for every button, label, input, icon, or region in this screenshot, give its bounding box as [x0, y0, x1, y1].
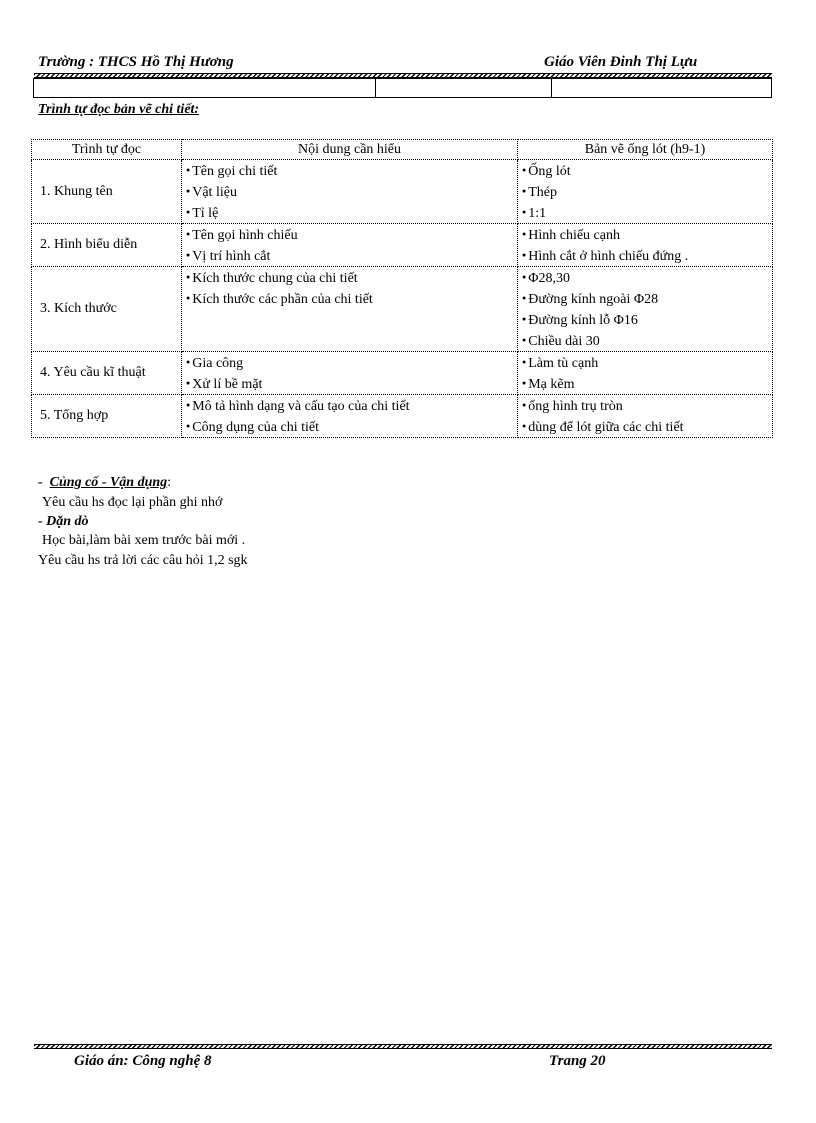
- drawing-item: ● Mạ kẽm: [522, 373, 768, 394]
- table-row: [32, 224, 773, 267]
- consolidation-title: Củng cố - Vận dụng: [49, 475, 168, 490]
- drawing-cell: [518, 224, 773, 267]
- content-cell: [182, 395, 518, 438]
- column-header-drawing: Bản vẽ ống lót (h9-1): [518, 140, 773, 160]
- homework-line: Yêu cầu hs trả lời các câu hỏi 1,2 sgk: [38, 553, 248, 568]
- drawing-cell: [518, 352, 773, 395]
- content-item: ● Kích thước chung của chi tiết: [186, 267, 513, 288]
- content-item: ● Kích thước các phần của chi tiết: [186, 288, 513, 309]
- content-item: ● Vật liệu: [186, 181, 513, 202]
- step-cell: 2. Hình biểu diễn: [32, 224, 182, 267]
- drawing-cell: [518, 267, 773, 352]
- column-header-content: Nội dung cần hiểu: [182, 140, 518, 160]
- content-cell: [182, 352, 518, 395]
- drawing-item: ● Đường kính ngoài Φ28: [522, 288, 768, 309]
- drawing-item: ● dùng để lót giữa các chi tiết: [522, 416, 768, 437]
- consolidation-heading: [38, 475, 171, 491]
- table-row: [32, 160, 773, 224]
- lesson-plan-label: Giáo án: Công nghệ 8: [74, 1053, 212, 1069]
- drawing-item: ● Chiều dài 30: [522, 330, 768, 351]
- section-title: Trình tự đọc bản vẽ chi tiết:: [38, 102, 200, 117]
- header-empty-table: [33, 78, 772, 98]
- header-empty-cell: [552, 79, 771, 97]
- homework-title: - Dặn dò: [38, 514, 89, 529]
- column-header-step: Trình tự đọc: [32, 140, 182, 160]
- content-cell: [182, 160, 518, 224]
- table-row: [32, 267, 773, 352]
- drawing-item: ● 1:1: [522, 202, 768, 223]
- content-item: ● Tên gọi chi tiết: [186, 160, 513, 181]
- consolidation-dash: -: [38, 475, 43, 490]
- step-cell: 3. Kích thước: [32, 267, 182, 352]
- consolidation-text: Yêu cầu hs đọc lại phần ghi nhớ: [42, 495, 223, 510]
- content-item: ● Tên gọi hình chiếu: [186, 224, 513, 245]
- drawing-item: ● ống hình trụ tròn: [522, 395, 768, 416]
- drawing-item: ● Làm tù cạnh: [522, 352, 768, 373]
- drawing-item: ● Ống lót: [522, 160, 768, 181]
- content-item: ● Mô tả hình dạng và cấu tạo của chi tiết: [186, 395, 513, 416]
- drawing-cell: [518, 160, 773, 224]
- page-number: Trang 20: [549, 1053, 606, 1069]
- drawing-cell: [518, 395, 773, 438]
- content-item: ● Xử lí bề mặt: [186, 373, 513, 394]
- consolidation-colon: :: [167, 475, 172, 490]
- homework-line: Học bài,làm bài xem trước bài mới .: [42, 533, 246, 548]
- school-name: Trường : THCS Hồ Thị Hương: [38, 54, 234, 70]
- footer-rule: [34, 1044, 772, 1049]
- drawing-item: ● Đường kính lỗ Φ16: [522, 309, 768, 330]
- drawing-item: ● Thép: [522, 181, 768, 202]
- drawing-item: ● Φ28,30: [522, 267, 768, 288]
- drawing-item: ● Hình chiếu cạnh: [522, 224, 768, 245]
- content-item: ● Vị trí hình cắt: [186, 245, 513, 266]
- table-row: [32, 352, 773, 395]
- teacher-name: Giáo Viên Đinh Thị Lựu: [544, 54, 698, 70]
- step-cell: 1. Khung tên: [32, 160, 182, 224]
- drawing-item: ● Hình cắt ở hình chiếu đứng .: [522, 245, 768, 266]
- table-header-row: [32, 140, 773, 160]
- header-empty-cell: [376, 79, 552, 97]
- step-cell: 5. Tổng hợp: [32, 395, 182, 438]
- content-item: ● Tỉ lệ: [186, 202, 513, 223]
- content-cell: [182, 267, 518, 352]
- header-empty-cell: [34, 79, 376, 97]
- table-row: [32, 395, 773, 438]
- content-item: ● Gia công: [186, 352, 513, 373]
- step-cell: 4. Yêu cầu kĩ thuật: [32, 352, 182, 395]
- reading-steps-table: [31, 139, 773, 438]
- content-cell: [182, 224, 518, 267]
- content-item: ● Công dụng của chi tiết: [186, 416, 513, 437]
